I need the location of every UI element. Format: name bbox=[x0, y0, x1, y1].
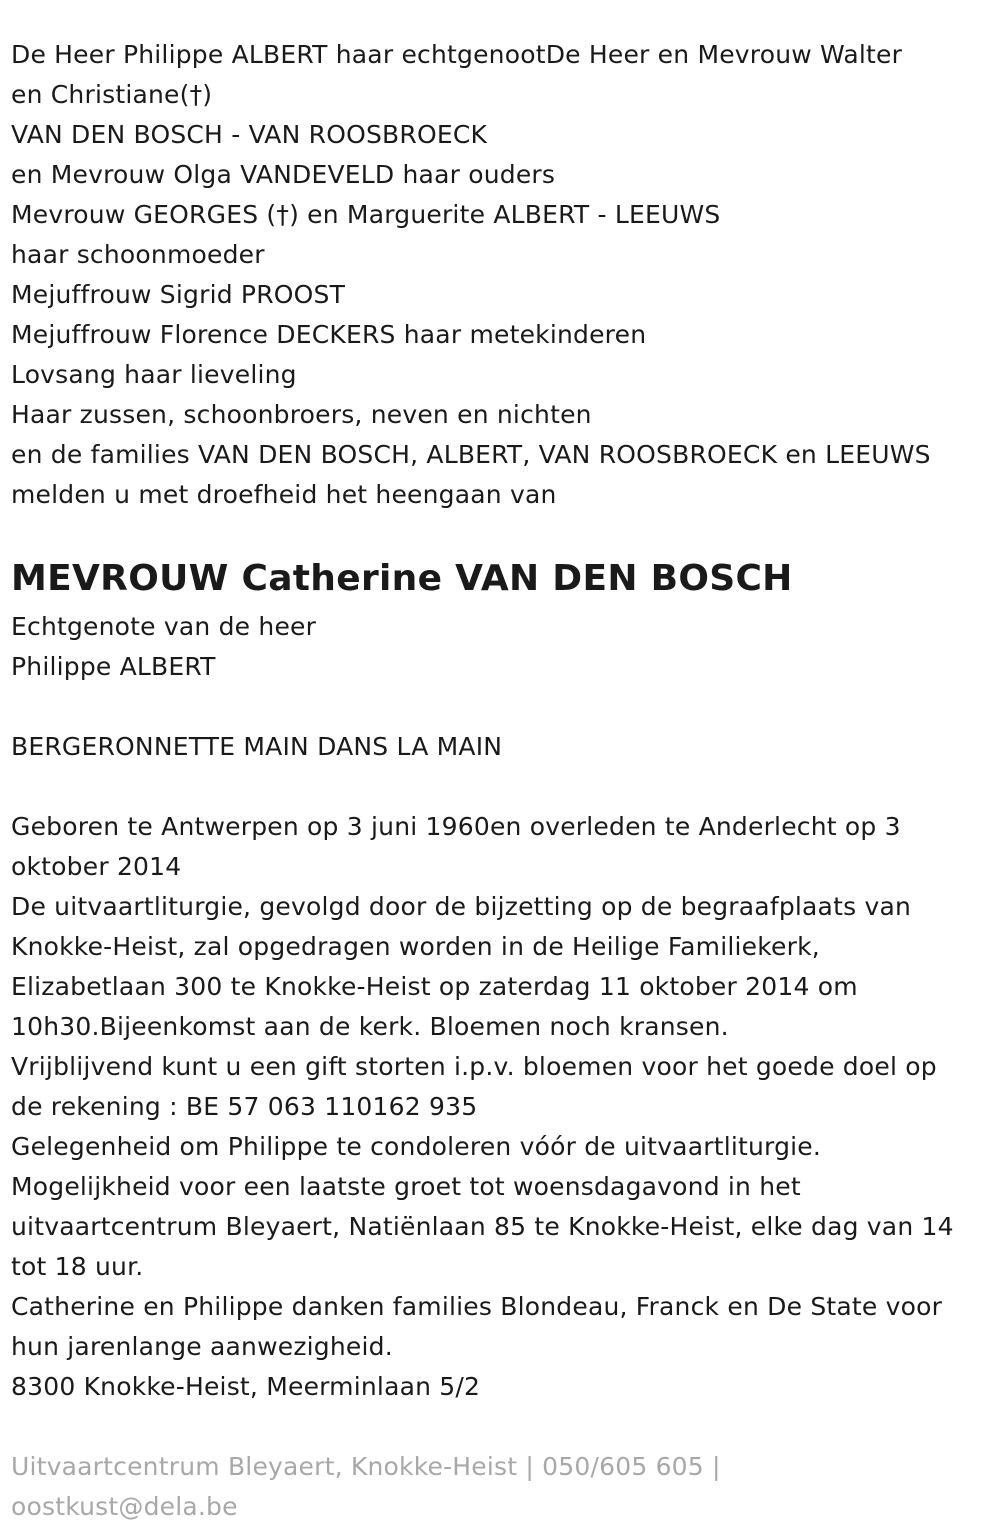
detail-line: tot 18 uur. bbox=[11, 1252, 144, 1281]
family-line: en Mevrouw Olga VANDEVELD haar ouders bbox=[11, 160, 556, 189]
spacer bbox=[11, 1407, 990, 1447]
detail-line: De uitvaartliturgie, gevolgd door de bijzetting op de begraafplaats van bbox=[11, 892, 912, 921]
detail-line: Gelegenheid om Philippe te condoleren vóór de uitvaartliturgie. bbox=[11, 1132, 822, 1161]
spouse-line: Echtgenote van de heer bbox=[11, 612, 317, 641]
address-line: 8300 Knokke-Heist, Meerminlaan 5/2 bbox=[11, 1372, 481, 1401]
detail-line: Geboren te Antwerpen op 3 juni 1960en overleden te Anderlecht op 3 bbox=[11, 812, 901, 841]
motto: BERGERONNETTE MAIN DANS LA MAIN bbox=[11, 732, 503, 761]
spacer bbox=[11, 687, 990, 727]
spouse-name: Philippe ALBERT bbox=[11, 652, 216, 681]
family-line: Mejuffrouw Sigrid PROOST bbox=[11, 280, 346, 309]
funeral-home-contact: Uitvaartcentrum Bleyaert, Knokke-Heist | 050/605 605 | bbox=[11, 1452, 721, 1481]
family-line: en Christiane(†) bbox=[11, 80, 213, 109]
family-line: VAN DEN BOSCH - VAN ROOSBROECK bbox=[11, 120, 488, 149]
detail-line: uitvaartcentrum Bleyaert, Natiënlaan 85 te Knokke-Heist, elke dag van 14 bbox=[11, 1212, 954, 1241]
family-line: Lovsang haar lieveling bbox=[11, 360, 297, 389]
spacer bbox=[11, 515, 990, 559]
family-line: en de families VAN DEN BOSCH, ALBERT, VAN ROOSBROECK en LEEUWS bbox=[11, 440, 931, 469]
deceased-name: MEVROUW Catherine VAN DEN BOSCH bbox=[11, 558, 793, 599]
funeral-home-footer bbox=[11, 1447, 990, 1527]
family-line: Mejuffrouw Florence DECKERS haar metekinderen bbox=[11, 320, 647, 349]
funeral-home-email[interactable]: oostkust@dela.be bbox=[11, 1492, 238, 1521]
detail-line: Catherine en Philippe danken families Blondeau, Franck en De State voor bbox=[11, 1292, 943, 1321]
family-line: De Heer Philippe ALBERT haar echtgenootDe Heer en Mevrouw Walter bbox=[11, 40, 903, 69]
detail-line: hun jarenlange aanwezigheid. bbox=[11, 1332, 393, 1361]
detail-line: de rekening : BE 57 063 110162 935 bbox=[11, 1092, 478, 1121]
detail-line: 10h30.Bijeenkomst aan de kerk. Bloemen noch kransen. bbox=[11, 1012, 729, 1041]
family-announcement bbox=[11, 35, 990, 515]
family-line: Mevrouw GEORGES (†) en Marguerite ALBERT - LEEUWS bbox=[11, 200, 721, 229]
spacer bbox=[11, 767, 990, 807]
detail-line: Elizabetlaan 300 te Knokke-Heist op zaterdag 11 oktober 2014 om bbox=[11, 972, 858, 1001]
family-line: Haar zussen, schoonbroers, neven en nichten bbox=[11, 400, 592, 429]
detail-line: Vrijblijvend kunt u een gift storten i.p.v. bloemen voor het goede doel op bbox=[11, 1052, 937, 1081]
family-line: melden u met droefheid het heengaan van bbox=[11, 480, 557, 509]
funeral-details bbox=[11, 807, 990, 1407]
detail-line: oktober 2014 bbox=[11, 852, 182, 881]
detail-line: Knokke-Heist, zal opgedragen worden in de Heilige Familiekerk, bbox=[11, 932, 820, 961]
detail-line: Mogelijkheid voor een laatste groet tot woensdagavond in het bbox=[11, 1172, 801, 1201]
family-line: haar schoonmoeder bbox=[11, 240, 265, 269]
